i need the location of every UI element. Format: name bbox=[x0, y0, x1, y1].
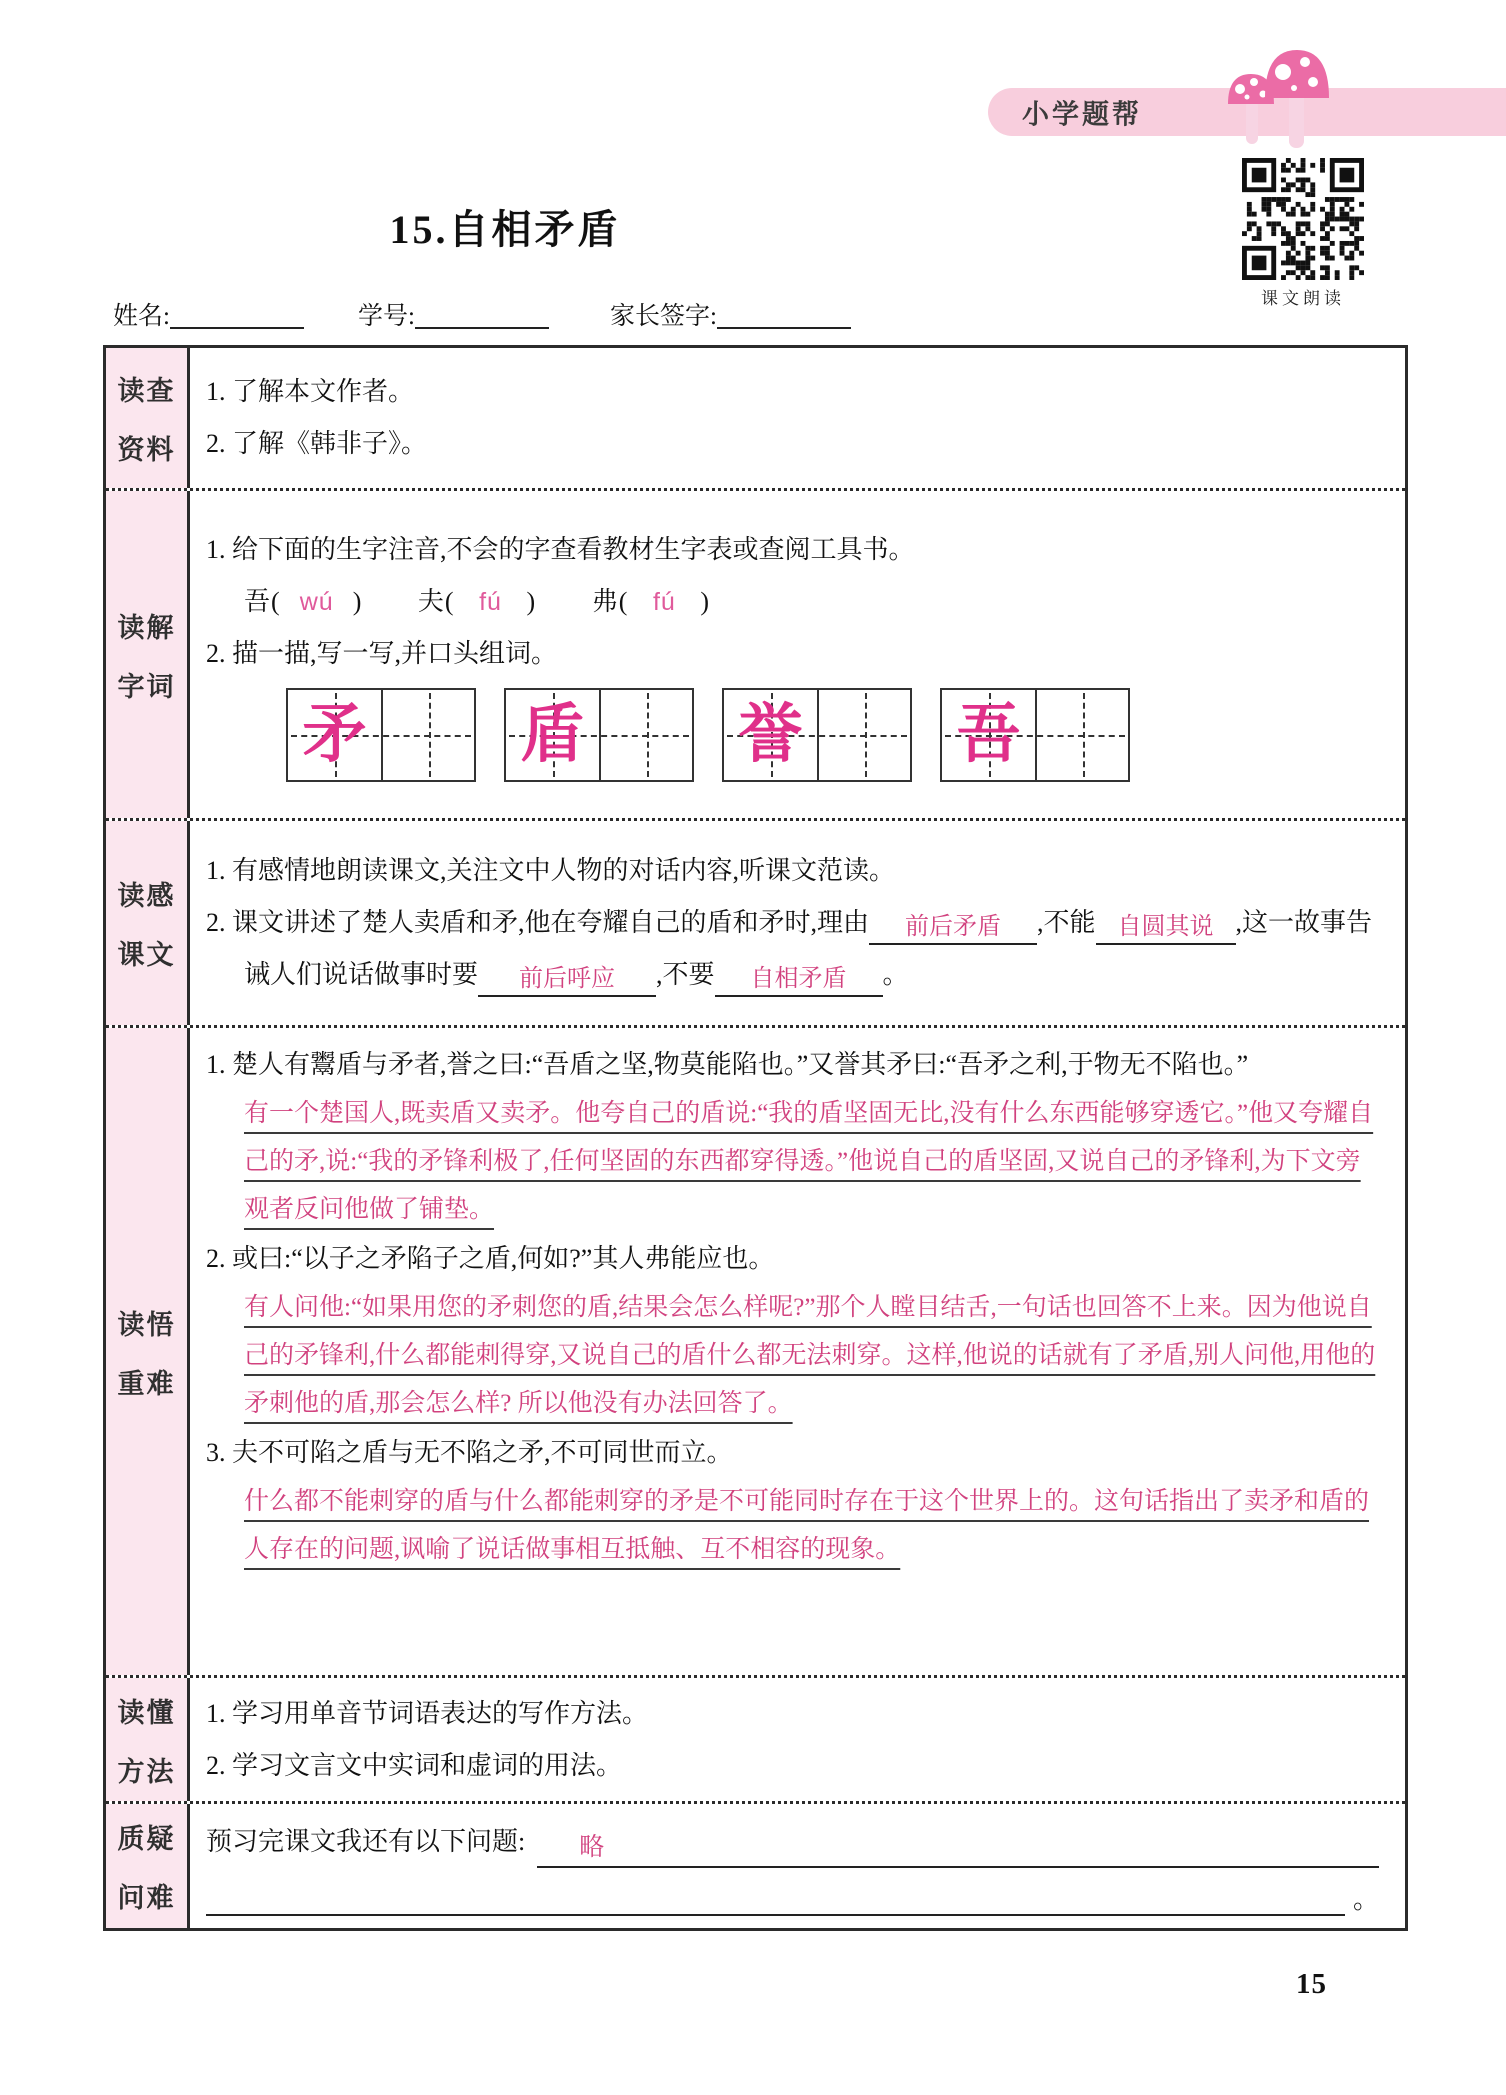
translation-answer: 有人问他:“如果用您的矛刺您的盾,结果会怎么样呢?”那个人瞠目结舌,一句话也回答不上来。因为他说自己的矛锋利,什么都能刺得穿,又说自己的盾什么都无法刺穿。这样,他说的话就有了矛盾,别人问他,用他的矛刺他的盾,那会怎么样? 所以他没有办法回答了。 bbox=[244, 1293, 1376, 1417]
paren: ( bbox=[271, 586, 281, 616]
pinyin-item: 夫( fú ) bbox=[418, 587, 544, 616]
pinyin-answer[interactable]: fú bbox=[479, 587, 502, 616]
section-label-reading: 读感 课文 bbox=[106, 821, 190, 1025]
trace-box[interactable] bbox=[722, 688, 912, 782]
fill-blank[interactable]: 前后呼应 bbox=[478, 963, 656, 997]
pinyin-item: 弗( fú ) bbox=[592, 587, 710, 616]
trace-character: 誉 bbox=[738, 698, 803, 770]
paren: ( bbox=[618, 586, 629, 616]
translation-answer: 什么都不能刺穿的盾与什么都能刺穿的矛是不可能同时存在于这个世界上的。这句话指出了卖矛和盾的人存在的问题,讽喻了说话做事相互抵触、互不相容的现象。 bbox=[244, 1487, 1370, 1563]
section-label-words: 读解 字词 bbox=[106, 491, 190, 818]
pinyin-answer[interactable]: wú bbox=[299, 587, 334, 616]
character-tracing-grid bbox=[286, 688, 1379, 782]
translation-answer: 有一个楚国人,既卖盾又卖矛。他夸自己的盾说:“我的盾坚固无比,没有什么东西能够穿透它。”他又夸耀自己的矛,说:“我的矛锋利极了,任何坚固的东西都穿得透。”他说自己的盾坚固,又说自己的矛锋利,为下文旁观者反问他做了铺垫。 bbox=[244, 1099, 1374, 1223]
name-input-line[interactable] bbox=[170, 301, 304, 329]
trace-character: 盾 bbox=[520, 698, 585, 770]
pinyin-answer[interactable]: fú bbox=[652, 587, 676, 616]
section-row-methods bbox=[106, 1675, 1405, 1801]
pinyin-item: 吾( wú ) bbox=[244, 587, 370, 616]
worksheet-table bbox=[103, 345, 1408, 1931]
section-row-questions bbox=[106, 1801, 1405, 1928]
page-title: 15.自相矛盾 bbox=[389, 207, 621, 252]
brand-name: 小学题帮 bbox=[1022, 99, 1142, 130]
task-item: 1. 给下面的生字注音,不会的字查看教材生字表或查阅工具书。 bbox=[206, 534, 915, 564]
question-blank[interactable]: 略 bbox=[537, 1829, 1379, 1869]
section-row-reading bbox=[106, 818, 1405, 1025]
classical-sentence: 1. 楚人有鬻盾与矛者,誉之曰:“吾盾之坚,物莫能陷也。”又誉其矛曰:“吾矛之利,于物无不陷也。” bbox=[206, 1050, 1249, 1079]
section-row-research bbox=[106, 348, 1405, 488]
paren: ( bbox=[444, 586, 455, 616]
question-prompt: 预习完课文我还有以下问题: bbox=[206, 1827, 526, 1857]
student-info-line bbox=[113, 296, 1406, 336]
fill-in-paragraph: 2. 课文讲述了楚人卖盾和矛,他在夸耀自己的盾和矛时,理由 前后矛盾 ,不能 自圆其说 ,这一故事告诫人们说话做事时要 前后呼应 ,不要 自相矛盾 。 bbox=[206, 897, 1379, 1001]
task-item: 2. 了解《韩非子》。 bbox=[206, 429, 428, 458]
question-blank[interactable] bbox=[206, 1914, 1345, 1916]
qr-caption: 课文朗读 bbox=[1261, 289, 1345, 308]
student-id-input-line[interactable] bbox=[415, 301, 549, 329]
period-mark: 。 bbox=[1352, 1885, 1379, 1915]
question-answer-block bbox=[206, 1040, 1379, 1234]
task-item: 1. 有感情地朗读课文,关注文中人物的对话内容,听课文范读。 bbox=[206, 856, 896, 885]
student-id-label: 学号: bbox=[358, 303, 415, 330]
paren: ) bbox=[352, 586, 363, 616]
parent-signature-label: 家长签字: bbox=[610, 303, 717, 330]
trace-box[interactable] bbox=[286, 688, 476, 782]
task-item: 1. 学习用单音节词语表达的写作方法。 bbox=[206, 1698, 649, 1728]
name-label: 姓名: bbox=[113, 303, 170, 330]
section-label-key-points: 读悟 重难 bbox=[106, 1028, 190, 1675]
page-number: 15 bbox=[1296, 1968, 1327, 2000]
task-item: 2. 描一描,写一写,并口头组词。 bbox=[206, 638, 558, 668]
paren: ) bbox=[526, 586, 537, 616]
section-label-questions: 质疑 问难 bbox=[106, 1804, 190, 1928]
mushroom-icon bbox=[1215, 34, 1343, 162]
section-label-research: 读查 资料 bbox=[106, 348, 190, 488]
trace-character: 吾 bbox=[956, 698, 1021, 770]
fill-blank[interactable]: 自相矛盾 bbox=[715, 963, 883, 997]
section-row-words bbox=[106, 488, 1405, 818]
fill-blank[interactable]: 自圆其说 bbox=[1096, 911, 1236, 945]
fill-blank[interactable]: 前后矛盾 bbox=[869, 911, 1037, 945]
pinyin-exercise-line bbox=[244, 576, 1379, 628]
section-row-key-points bbox=[106, 1025, 1405, 1675]
trace-character: 矛 bbox=[302, 698, 367, 770]
section-label-methods: 读懂 方法 bbox=[106, 1678, 190, 1801]
qr-code bbox=[1242, 158, 1364, 280]
task-item: 2. 学习文言文中实词和虚词的用法。 bbox=[206, 1750, 623, 1780]
question-answer-block bbox=[206, 1234, 1379, 1428]
task-item: 1. 了解本文作者。 bbox=[206, 377, 415, 406]
trace-box[interactable] bbox=[504, 688, 694, 782]
trace-box[interactable] bbox=[940, 688, 1130, 782]
paren: ) bbox=[700, 586, 711, 616]
classical-sentence: 3. 夫不可陷之盾与无不陷之矛,不可同世而立。 bbox=[206, 1437, 733, 1467]
classical-sentence: 2. 或曰:“以子之矛陷子之盾,何如?”其人弗能应也。 bbox=[206, 1243, 775, 1273]
question-answer-block bbox=[206, 1428, 1379, 1574]
parent-signature-input-line[interactable] bbox=[717, 301, 851, 329]
